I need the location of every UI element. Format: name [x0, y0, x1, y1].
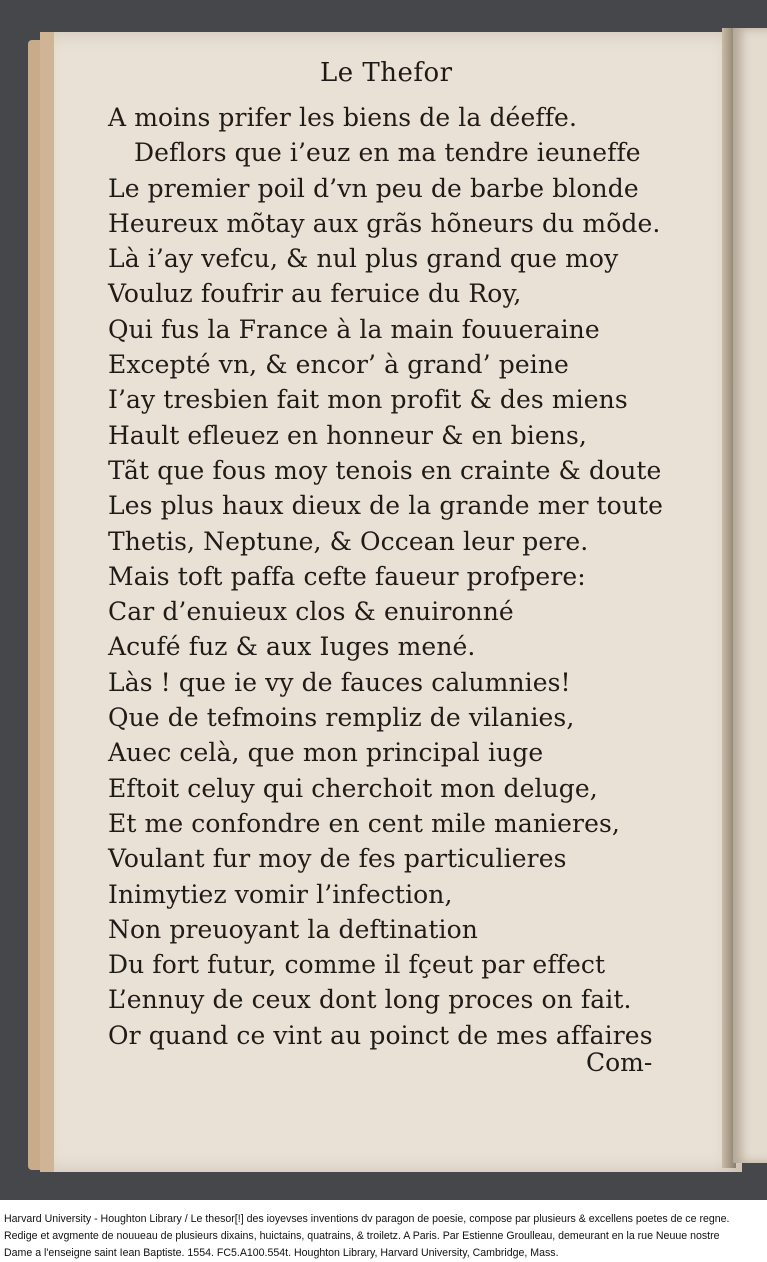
- poem-line: Eftoit celuy qui cherchoit mon deluge,: [108, 773, 598, 803]
- poem-text: [108, 100, 698, 1053]
- poem-line: Le premier poil d’vn peu de barbe blonde: [108, 173, 639, 203]
- poem-line: Et me confondre en cent mile manieres,: [108, 808, 620, 838]
- poem-line: Qui fus la France à la main fouueraine: [108, 314, 600, 344]
- poem-line: Hault efleuez en honneur & en biens,: [108, 420, 587, 450]
- poem-line: Heureux mõtay aux grãs hõneurs du mõde.: [108, 208, 661, 238]
- poem-line: Auec celà, que mon principal iuge: [108, 738, 544, 768]
- poem-line: Les plus haux dieux de la grande mer toute: [108, 491, 664, 521]
- poem-line: Inimytiez vomir l’infection,: [108, 879, 453, 909]
- image-caption: [4, 1211, 764, 1262]
- poem-line: Car d’enuieux clos & enuironné: [108, 597, 514, 627]
- poem-line: Mais toft paffa cefte faueur profpere:: [108, 561, 586, 591]
- caption-line: Harvard University - Houghton Library / Le thesor[!] des ioyevses inventions dv paragon de poesie, compose par plusieurs & excellens poetes de ce regne.: [4, 1213, 730, 1225]
- poem-line: Tãt que fous moy tenois en crainte & doute: [108, 455, 662, 485]
- poem-line: Thetis, Neptune, & Occean leur pere.: [108, 526, 589, 556]
- poem-line: Làs ! que ie vy de fauces calumnies!: [108, 667, 571, 697]
- poem-line: I’ay tresbien fait mon profit & des miens: [108, 385, 628, 415]
- caption-line: Dame a l'enseigne saint Iean Baptiste. 1554. FC5.A100.554t. Houghton Library, Harvard University, Cambridge, Mass.: [4, 1247, 559, 1259]
- catchword: Com-: [586, 1048, 653, 1077]
- poem-line: Excepté vn, & encor’ à grand’ peine: [108, 350, 569, 380]
- poem-line: Deflors que i’euz en ma tendre ieuneffe: [134, 138, 641, 168]
- poem-line: A moins prifer les biens de la déeffe.: [108, 103, 577, 132]
- poem-line: Or quand ce vint au poinct de mes affaires: [108, 1020, 653, 1050]
- running-head: Le Thefor: [320, 58, 453, 88]
- poem-line: Acufé fuz & aux Iuges mené.: [108, 632, 476, 662]
- poem-line: Vouluz foufrir au feruice du Roy,: [108, 279, 522, 309]
- caption-line: Redige et avgmente de nouueau de plusieurs dixains, huictains, quatrains, & troiletz. A Paris. Par Estienne Groulleau, demeurant en la rue Neuue nostre: [4, 1230, 720, 1242]
- poem-line: Là i’ay vefcu, & nul plus grand que moy: [108, 244, 619, 274]
- poem-line: Que de tefmoins rempliz de vilanies,: [108, 703, 575, 733]
- poem-line: Du fort futur, comme il fçeut par effect: [108, 950, 606, 980]
- poem-line: Non preuoyant la deftination: [108, 914, 478, 944]
- facing-page: [733, 28, 767, 1163]
- poem-line: Voulant fur moy de fes particulieres: [108, 844, 567, 874]
- poem-line: L’ennuy de ceux dont long proces on fait.: [108, 985, 632, 1015]
